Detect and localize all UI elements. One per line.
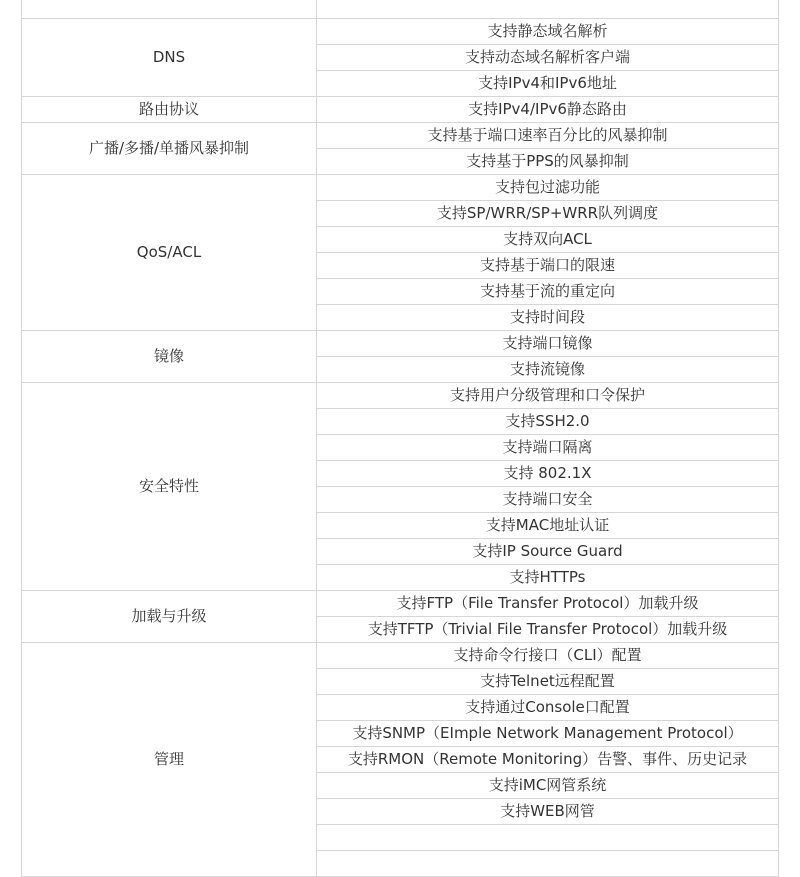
spec-table-body [22, 0, 779, 877]
feature-cell: 支持端口镜像 [317, 331, 779, 357]
feature-cell: 支持RMON（Remote Monitoring）告警、事件、历史记录 [317, 747, 779, 773]
feature-cell: 支持IPv4和IPv6地址 [317, 71, 779, 97]
category-cell: 管理 [22, 643, 317, 877]
table-row [22, 643, 779, 669]
feature-cell: 支持用户分级管理和口令保护 [317, 383, 779, 409]
feature-cell: 支持iMC网管系统 [317, 773, 779, 799]
feature-cell: 支持基于端口速率百分比的风暴抑制 [317, 123, 779, 149]
feature-cell: 支持基于端口的限速 [317, 253, 779, 279]
table-row [22, 591, 779, 617]
feature-cell: 支持HTTPs [317, 565, 779, 591]
feature-cell: 支持SP/WRR/SP+WRR队列调度 [317, 201, 779, 227]
table-row [22, 175, 779, 201]
table-row [22, 97, 779, 123]
feature-cell: 支持SSH2.0 [317, 409, 779, 435]
spec-table [21, 0, 779, 877]
table-row [22, 19, 779, 45]
feature-cell: 支持端口隔离 [317, 435, 779, 461]
feature-cell: 支持端口安全 [317, 487, 779, 513]
feature-cell: 支持命令行接口（CLI）配置 [317, 643, 779, 669]
feature-cell [317, 825, 779, 851]
category-cell: 加载与升级 [22, 591, 317, 643]
feature-cell: 支持FTP（File Transfer Protocol）加载升级 [317, 591, 779, 617]
feature-cell [317, 851, 779, 877]
feature-cell: 支持静态域名解析 [317, 19, 779, 45]
feature-cell: 支持TFTP（Trivial File Transfer Protocol）加载升级 [317, 617, 779, 643]
feature-cell: 支持SNMP（EImple Network Management Protocol） [317, 721, 779, 747]
feature-cell: 支持Telnet远程配置 [317, 669, 779, 695]
feature-cell: 支持包过滤功能 [317, 175, 779, 201]
category-cell: QoS/ACL [22, 175, 317, 331]
feature-cell: 支持基于PPS的风暴抑制 [317, 149, 779, 175]
feature-cell: 支持动态域名解析客户端 [317, 45, 779, 71]
feature-cell: 支持 802.1X [317, 461, 779, 487]
category-cell [22, 0, 317, 19]
feature-cell: 支持IPv4/IPv6静态路由 [317, 97, 779, 123]
feature-cell: 支持基于流的重定向 [317, 279, 779, 305]
feature-cell [317, 0, 779, 19]
spec-table-container [21, 0, 778, 877]
feature-cell: 支持MAC地址认证 [317, 513, 779, 539]
category-cell: 广播/多播/单播风暴抑制 [22, 123, 317, 175]
category-cell: 路由协议 [22, 97, 317, 123]
category-cell: 镜像 [22, 331, 317, 383]
table-row [22, 0, 779, 19]
category-cell: DNS [22, 19, 317, 97]
feature-cell: 支持流镜像 [317, 357, 779, 383]
category-cell: 安全特性 [22, 383, 317, 591]
feature-cell: 支持WEB网管 [317, 799, 779, 825]
table-row [22, 383, 779, 409]
feature-cell: 支持IP Source Guard [317, 539, 779, 565]
feature-cell: 支持时间段 [317, 305, 779, 331]
feature-cell: 支持双向ACL [317, 227, 779, 253]
table-row [22, 123, 779, 149]
feature-cell: 支持通过Console口配置 [317, 695, 779, 721]
table-row [22, 331, 779, 357]
